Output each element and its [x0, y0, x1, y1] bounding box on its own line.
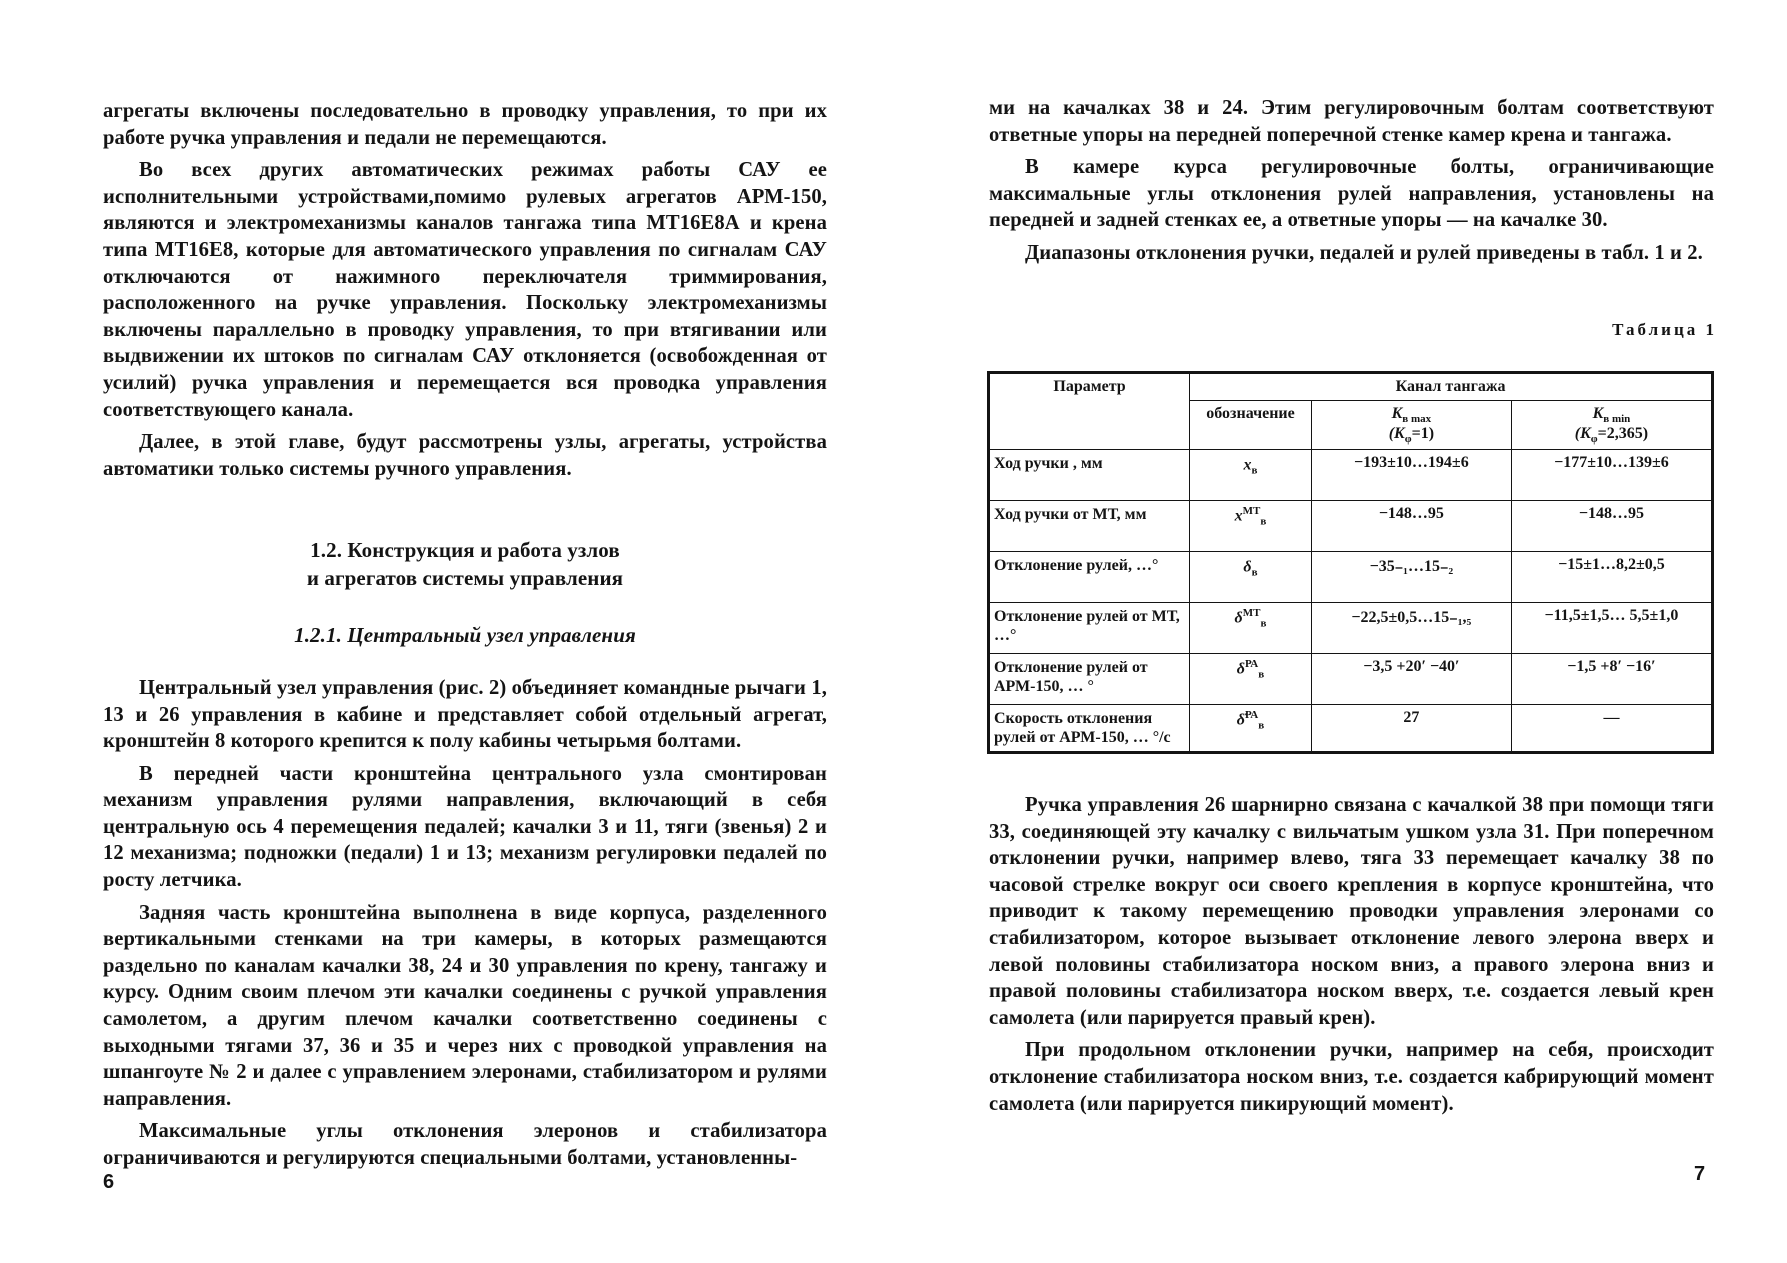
row-kmax: −3,5 +20′ −40′ — [1311, 654, 1511, 705]
table-caption: Таблица 1 — [1612, 320, 1717, 339]
row-param: Ход ручки от МТ, мм — [989, 501, 1190, 552]
paragraph: Диапазоны отклонения ручки, педалей и рулей приведены в табл. 1 и 2. — [1025, 241, 1703, 264]
row-kmin: −11,5±1,5… 5,5±1,0 — [1511, 603, 1712, 654]
paragraph: Центральный узел управления (рис. 2) объединяет командные рычаги 1, 13 и 26 управления в кабине и представляет собой отдельный агрегат, кронштейн 8 которого крепится к полу кабины четырьмя болтами. — [103, 676, 827, 753]
table-row — [989, 450, 1713, 501]
table-row — [989, 552, 1713, 603]
paragraph: Во всех других автоматических режимах работы САУ ее исполнительными устройствами,помимо рулевых агрегатов АРМ-150, являются и электромеханизмы каналов тангажа типа МТ16Е8А и крена типа МТ16Е8, которые для автоматического управления по сигналам САУ отключаются от нажимного переключателя триммирования, расположенного на ручке управления. Поскольку электромеханизмы включены параллельно в проводку управления, то при втягивании или выдвижении их штоков по сигналам САУ отклоняется (освобожденная от усилий) ручка управления и перемещается вся проводка управления соответствующего канала. — [103, 159, 827, 421]
row-symbol: $x^{МТ}_в$ — [1190, 501, 1312, 552]
section-heading-line-1: 1.2. Конструкция и работа узлов — [310, 538, 620, 563]
kmin-subscript: в min — [1603, 413, 1631, 426]
left-page — [0, 0, 893, 1263]
kmin-condition: $(K_\varphi=2,365)$ — [1574, 425, 1649, 446]
row-kmax: −193±10…194±6 — [1311, 450, 1511, 501]
table-header-kmin — [1511, 401, 1712, 450]
subsection-heading: 1.2.1. Центральный узел управления — [294, 623, 636, 648]
right-text-column-bottom — [989, 792, 1714, 1123]
kmin-symbol: K — [1592, 405, 1604, 422]
row-kmin: — — [1511, 705, 1712, 753]
row-kmin: −148…95 — [1511, 501, 1712, 552]
table-header-designation: обозначение — [1190, 401, 1312, 450]
row-kmax: 27 — [1311, 705, 1511, 753]
row-param: Отклонение рулей от АРМ-150, … ° — [989, 654, 1190, 705]
paragraph: В передней части кронштейна центрального узла смонтирован механизм управления рулями направления, включающий в себя центральную ось 4 перемещения педалей; качалки 3 и 11, тяги (звенья) 2 и 12 механизма; подножки (педали) 1 и 13; механизм регулировки педалей по росту летчика. — [103, 762, 827, 892]
table-header-param: Параметр — [989, 373, 1190, 450]
row-symbol: $x_в$ — [1190, 450, 1312, 501]
row-kmin: −177±10…139±6 — [1511, 450, 1712, 501]
table-row — [989, 654, 1713, 705]
row-kmax: −35₋₁…15₋₂ — [1311, 552, 1511, 603]
row-param: Скорость отклонения рулей от АРМ-150, … °/с — [989, 705, 1190, 753]
row-kmin: −15±1…8,2±0,5 — [1511, 552, 1712, 603]
page-number: 6 — [103, 1171, 115, 1193]
table-row — [989, 501, 1713, 552]
paragraph: Далее, в этой главе, будут рассмотрены узлы, агрегаты, устройства автоматики только системы ручного управления. — [103, 431, 827, 480]
paragraph: В камере курса регулировочные болты, ограничивающие максимальные углы отклонения рулей направления, установлены на передней и задней стенках ее, а ответные упоры — на качалке 30. — [989, 156, 1714, 232]
section-heading — [103, 536, 827, 592]
row-symbol: δ̇$^{РА}_в$ — [1190, 705, 1312, 753]
paragraph: Максимальные углы отклонения элеронов и стабилизатора ограничиваются и регулируются специальными болтами, установленны- — [103, 1120, 827, 1169]
right-page — [893, 0, 1787, 1263]
row-symbol: $\delta^{РА}_в$ — [1190, 654, 1312, 705]
row-param: Ход ручки , мм — [989, 450, 1190, 501]
section-heading-line-2: и агрегатов системы управления — [306, 566, 624, 591]
paragraph: ми на качалках 38 и 24. Этим регулировочным болтам соответствуют ответные упоры на передней поперечной стенке камер крена и тангажа. — [989, 97, 1714, 146]
row-param: Отклонение рулей от МТ, …° — [989, 603, 1190, 654]
table-row — [989, 705, 1713, 753]
row-param: Отклонение рулей, …° — [989, 552, 1190, 603]
left-text-column — [103, 98, 827, 1178]
row-kmin: −1,5 +8′ −16′ — [1511, 654, 1712, 705]
kmax-condition: $(K_\varphi=1)$ — [1388, 425, 1435, 446]
kmax-symbol: K — [1391, 405, 1403, 422]
page-number: 7 — [1694, 1163, 1706, 1185]
right-text-column-top — [989, 95, 1714, 273]
paragraph: При продольном отклонении ручки, например на себя, происходит отклонение стабилизатора носком вниз, т.е. создается кабрирующий момент самолета (или парируется пикирующий момент). — [989, 1039, 1714, 1115]
paragraph: агрегаты включены последовательно в проводку управления, то при их работе ручка управления и педали не перемещаются. — [103, 100, 827, 149]
parameters-table — [987, 371, 1714, 754]
paragraph: Задняя часть кронштейна выполнена в виде корпуса, разделенного вертикальными стенками на три камеры, в которых размещаются раздельно по каналам качалки 38, 24 и 30 управления по крену, тангажу и курсу. Одним своим плечом эти качалки соединены с ручкой управления самолетом, а другим плечом качалки соответственно соединены с выходными тягами 37, 36 и 35 и через них с проводкой управления на шпангоуте № 2 и далее с управлением элеронами, стабилизатором и рулями направления. — [103, 901, 827, 1110]
row-kmax: −22,5±0,5…15₋₁,₅ — [1311, 603, 1511, 654]
table-header-channel: Канал тангажа — [1190, 373, 1713, 401]
paragraph: Ручка управления 26 шарнирно связана с качалкой 38 при помощи тяги 33, соединяющей эту качалку с вильчатым ушком узла 31. При поперечном отклонении ручки, например влево, тяга 33 перемещает качалку 38 по часовой стрелке вокруг оси своего крепления в корпусе кронштейна, что приводит к такому перемещению проводки управления элеронами со стабилизатором, которое вызывает отклонение левого элерона вверх и левой половины стабилизатора носком вниз, а правого элерона вниз и правой половины стабилизатора носком вверх, т.е. создается левый крен самолета (или парируется правый крен). — [989, 794, 1714, 1029]
table-header-kmax — [1311, 401, 1511, 450]
row-symbol: $\delta_в$ — [1190, 552, 1312, 603]
row-symbol: $\delta^{МТ}_в$ — [1190, 603, 1312, 654]
row-kmax: −148…95 — [1311, 501, 1511, 552]
kmax-subscript: в max — [1402, 413, 1432, 426]
table-row — [989, 603, 1713, 654]
